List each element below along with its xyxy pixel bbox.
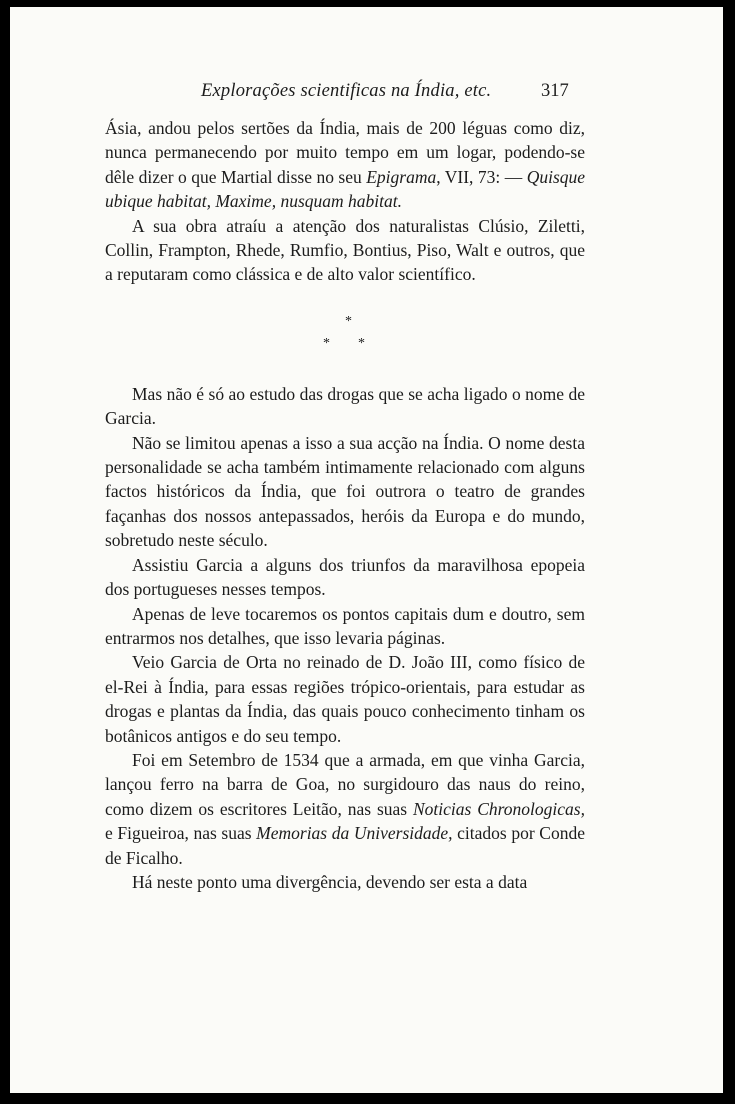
page-number: 317 [541,81,569,101]
text-run: citados por Conde de Ficalho. [105,823,585,868]
paragraph: A sua obra atraíu a atenção dos naturalistas Clúsio, Ziletti, Collin, Frampton, Rhede, Rumfio, Bontius, Piso, Walt e outros, que a reputaram como clássica e de alto valor scientífico. [105,215,585,285]
asterism-star: * [345,313,352,329]
book-page [10,7,723,1093]
italic-title: Memorias da Universidade, [256,823,453,844]
paragraph: Apenas de leve tocaremos os pontos capitais dum e doutro, sem entrarmos nos detalhes, que isso levaria páginas. [105,603,585,648]
italic-title: Noticias Chronologicas, [413,798,585,819]
asterism-star: * [323,335,330,351]
text-run: Ásia, andou pelos sertões da Índia, mais de 200 léguas como diz, nunca permanecendo por muito tempo em um logar, podendo-se dêle dizer o que Martial disse no seu [105,118,585,187]
text-run: , VII, 73: — [436,166,527,187]
italic-run: Epigrama [366,166,437,187]
text-run: e Figueiroa, nas suas [105,823,257,844]
paragraph: Não se limitou apenas a isso a sua acção na Índia. O nome desta personalidade se acha também intimamente relacionado com alguns factos históricos da Índia, que foi outrora o teatro de grandes façanhas dos nossos antepassados, heróis da Europa e do mundo, sobretudo neste século. [105,432,585,551]
paragraph [105,116,585,214]
running-title: Explorações scientificas na Índia, etc. [201,81,492,101]
section-separator [105,287,585,382]
body-text [105,116,585,894]
paragraph [105,748,585,870]
italic-quote: Quisque ubique habitat, Maxime, nusquam habitat. [105,166,586,212]
paragraph: Veio Garcia de Orta no reinado de D. João III, como físico de el-Rei à Índia, para essas regiões trópico-orientais, para estudar as drogas e plantas da Índia, das quais pouco conhecimento tinham os botânicos antigos e do seu tempo. [105,652,585,746]
paragraph: Mas não é só ao estudo das drogas que se acha ligado o nome de Garcia. [105,383,585,429]
text-run: Foi em Setembro de 1534 que a armada, em que vinha Garcia, lançou ferro na barra de Goa, no surgidouro das naus do reino, como dizem os escritores Leitão, nas suas [105,749,585,819]
asterism-star: * [358,335,365,351]
page-header [102,77,583,105]
paragraph: Assistiu Garcia a alguns dos triunfos da maravilhosa epopeia dos portugueses nesses tempos. [105,554,585,600]
paragraph: Há neste ponto uma divergência, devendo ser esta a data [132,871,528,892]
